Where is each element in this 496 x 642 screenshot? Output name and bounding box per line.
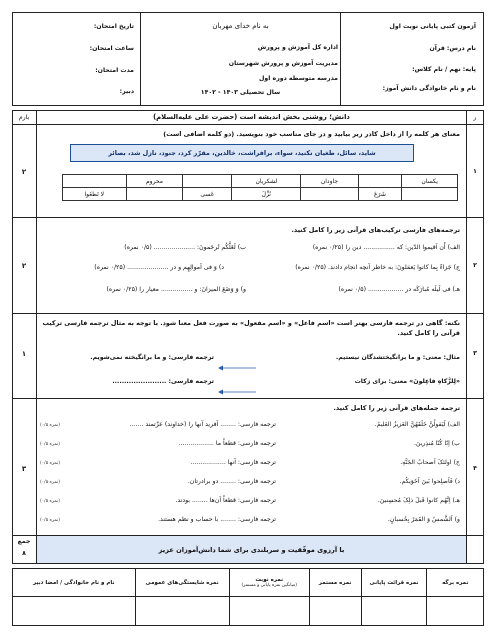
footer-col-sheet: نمره برگه xyxy=(427,569,484,597)
q4-item-e-translation: ترجمه فارسی: قطعاً آن‌ها ........ بودند. xyxy=(175,497,276,504)
q3-bottom-line xyxy=(12,398,484,399)
school-label: مدرسه متوسطه دوره اول xyxy=(259,75,338,82)
num-col-line xyxy=(466,110,467,564)
footer-cell[interactable] xyxy=(229,597,309,626)
q4-item-d-translation: ترجمه فارسی: ........ دو برادرتان. xyxy=(187,478,276,485)
q4-item-c-score: (۰/۵ نمره) xyxy=(40,461,61,466)
grade-label: پایه: نهم / نام کلاس: xyxy=(412,66,476,73)
word-row-arabic xyxy=(63,188,458,201)
word-cell[interactable] xyxy=(126,188,183,201)
word-cell[interactable] xyxy=(358,175,402,188)
q2-bottom-line xyxy=(12,313,484,314)
basmala: به نام خدای مهربان xyxy=(212,22,269,30)
word-bank: شاید، سائل، طغیان نکنید، سواء، برافراشت، خالدین، مقرّر کرد، جنود، نازل شد، بصائر xyxy=(108,149,376,157)
footer-col-teacher: نام و نام خانوادگی / امضا دبیر xyxy=(13,569,136,597)
total-label: جمع xyxy=(17,538,31,545)
academic-year: سال تحصیلی ۱۴۰۳ - ۱۴۰۲ xyxy=(200,89,281,96)
footer-col-reading: نمره قرائت پایانی xyxy=(361,569,427,597)
word-cell: شَرَعَ xyxy=(358,188,402,201)
q4-item-e-score: (۰/۵ نمره) xyxy=(40,499,61,504)
q4-item-e-arabic: هـ) اِنَّهُم کانوا قَبلَ ذلِکَ مُحسِنینَ. xyxy=(377,497,460,504)
q4-item-a-score: (۰/۵ نمره) xyxy=(40,423,61,428)
footer-value-row xyxy=(13,597,484,626)
score-col-header: بارم xyxy=(18,114,30,121)
q4-item-d-arabic: د) فَاَصلِحوا بَینَ اَخَوَیکُم. xyxy=(399,478,460,485)
q3-number: ۳ xyxy=(473,350,477,357)
q2-score: ۲ xyxy=(21,262,27,270)
q4-item-c-translation: ترجمه فارسی: آنها .................. xyxy=(190,459,276,466)
word-cell[interactable] xyxy=(183,175,232,188)
arrow-left-icon xyxy=(218,365,256,371)
q4-item-f-arabic: و) اَلشَّمسُ وَ القَمَرُ بِحُسبانٍ. xyxy=(387,516,460,523)
q3-item: «لِلزَّکاهِ فاعِلونَ» معنی: برای زکات xyxy=(354,378,460,385)
exam-duration-label: مدت امتحان: xyxy=(95,67,134,74)
footer-col-term-label: نمره نوبت xyxy=(255,577,284,583)
word-cell[interactable] xyxy=(63,175,127,188)
q4-item-b-score: (۰/۵ نمره) xyxy=(40,442,61,447)
q3-instruction: نکته: گاهی در ترجمه فارسی بهتر است «اسم فاعل» و «اسم مفعول» به صورت فعل معنا شود. با توجه به مثال ترجمه فارسی ترکیب قرآنی را کامل کنید. xyxy=(42,319,460,337)
q3-example-arrow xyxy=(218,356,256,362)
q4-score: ۳ xyxy=(21,465,27,473)
q4-item-b-arabic: ب) اِنّا کُنّا مُنذِرینَ. xyxy=(414,440,460,447)
exam-time-label: ساعت امتحان: xyxy=(89,45,134,52)
word-cell: نُزِّلَ xyxy=(232,188,301,201)
q1-bottom-line xyxy=(12,217,484,218)
teacher-label: دبیر: xyxy=(119,88,134,95)
word-cell[interactable] xyxy=(402,188,458,201)
q2-item-e: هـ) فی لَیلَه مُبارَکَه در .................. (۰/۵ نمره) xyxy=(338,286,460,293)
q4-item-a-translation: ترجمه فارسی: ........ آفرید آنها را (خداوند) عزّتمند ....... xyxy=(129,421,276,428)
q2-number: ۲ xyxy=(473,262,477,269)
q2-item-c: ج) جَزاءً بِما کانوا یَعمَلونَ: به خاطر آنچه انجام دادند. (۰/۲۵ نمره) xyxy=(295,264,460,271)
footer-col-continuous: نمره مستمر xyxy=(309,569,361,597)
q2-item-d: د) وَ فی اَموالِهِم و در ..................... (۰/۲۵ نمره) xyxy=(94,264,224,271)
banner-row-bottom xyxy=(12,124,484,125)
footer-cell[interactable] xyxy=(309,597,361,626)
q3-example: مثال: معنی: و ما برانگیختشدگان نیستیم. xyxy=(335,354,460,361)
footer-cell[interactable] xyxy=(427,597,484,626)
q1-score: ۲ xyxy=(21,168,27,176)
q4-item-a-arabic: الف) لَیَقولُنَّ خَلَقَهُنَّ العَزیزُ العَلیمُ. xyxy=(374,421,460,428)
q2-item-b: ب) لَعَلَّکُم تُرحَمونَ: ..................... (۰/۵ نمره) xyxy=(124,244,246,251)
word-cell: محروم xyxy=(126,175,183,188)
dept-1: اداره کل آموزش و پرورش xyxy=(257,44,338,51)
footer-col-term xyxy=(229,569,309,597)
q2-item-f: و) وَ وَضَعَ المیزانَ: و ................ معیار را (۰/۲۵ نمره) xyxy=(106,286,246,293)
footer-cell[interactable] xyxy=(135,597,229,626)
footer-col-term-note: (میانگین نمره پایانی و مستمر) xyxy=(241,583,297,588)
wish-text: با آرزوی موفّقیت و سربلندی برای شما دانش‌آموزان عزیز xyxy=(158,546,345,554)
word-cell: عَسی xyxy=(183,188,232,201)
exam-date-label: تاریخ امتحان: xyxy=(93,23,134,30)
arrow-left-icon xyxy=(218,389,256,395)
footer-cell[interactable] xyxy=(361,597,427,626)
footer-table xyxy=(12,568,484,626)
q3-example-answer: ترجمه فارسی: و ما برانگیخته نمی‌شویم. xyxy=(90,354,214,361)
q4-instruction: ترجمه جمله‌های قرآنی زیر را کامل کنید. xyxy=(333,404,460,412)
word-cell: لشکریان xyxy=(232,175,301,188)
footer-cell[interactable] xyxy=(13,597,136,626)
subject-label: نام درس: قرآن xyxy=(429,45,476,52)
word-table xyxy=(62,174,458,201)
exam-title: آزمون کتبی پایانی نوبت اول xyxy=(389,23,476,30)
q4-item-b-translation: ترجمه فارسی: قطعاً ما .................. xyxy=(178,440,276,447)
student-name-label: نام و نام خانوادگی دانش آموز: xyxy=(382,85,476,92)
word-cell: یکسان xyxy=(402,175,458,188)
footer-col-competency: نمره شایستگی‌های عمومی xyxy=(135,569,229,597)
q4-item-f-translation: ترجمه فارسی: ........ با حساب و نظم هستند. xyxy=(158,516,276,523)
q2-item-a: الف) أَن اَقیموا الدّین: که ................ دین را (۰/۲۵ نمره) xyxy=(312,244,460,251)
q4-item-c-arabic: ج) اولئکَ اَصحابُ الجَنَّهِ. xyxy=(400,459,460,466)
q2-instruction: ترجمه‌های فارسی ترکیب‌های قرآنی زیر را کامل کنید. xyxy=(291,226,460,234)
row-col-header: ر xyxy=(473,114,477,121)
q3-score: ۱ xyxy=(21,350,27,358)
header-divider-2 xyxy=(340,12,341,106)
q1-instruction: معنای هر کلمه را از داخل کادر زیر بیابید و در جای مناسب خود بنویسید. (دو کلمه اضافی است) xyxy=(163,130,460,138)
banner-title: دانش؛ روشنی بخش اندیشه است (حضرت علی علیه‌السلام) xyxy=(153,113,350,121)
q4-number: ۴ xyxy=(473,465,477,472)
q4-item-d-score: (۰/۵ نمره) xyxy=(40,480,61,485)
q4-item-f-score: (۰/۵ نمره) xyxy=(40,518,61,523)
total-value: ۸ xyxy=(22,550,26,557)
dept-2: مدیریت آموزش و پرورش شهرستان xyxy=(228,60,338,67)
q1-number: ۱ xyxy=(473,168,477,175)
word-row-meaning xyxy=(63,175,458,188)
word-cell: لا تَطغَوا xyxy=(63,188,127,201)
word-cell: جاودان xyxy=(301,175,358,188)
q3-item-answer[interactable]: ترجمه فارسی: ....................... xyxy=(112,378,214,385)
q3-item-arrow xyxy=(218,380,256,386)
word-cell[interactable] xyxy=(301,188,358,201)
footer-header-row xyxy=(13,569,484,597)
